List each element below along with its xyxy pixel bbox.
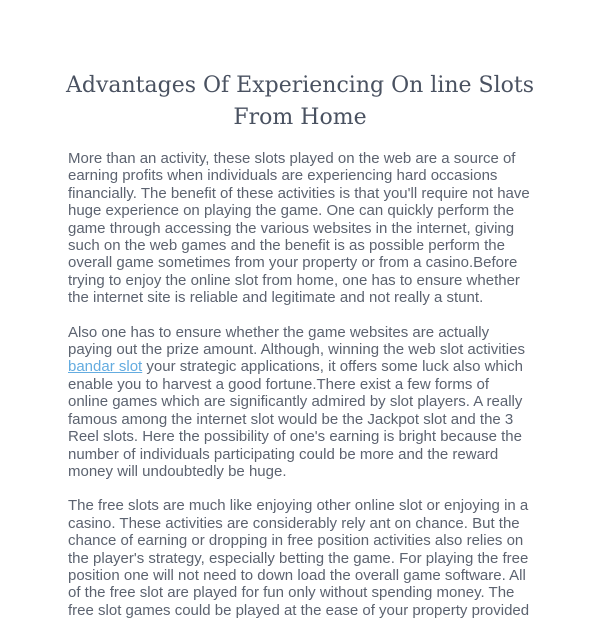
paragraph-game-websites [68,324,532,481]
paragraph-text-after-link: your strategic applications, it offers some luck also which enable you to harvest a good fortune.There exist a few forms of online games which are significantly admired by slot players. A really famous among the internet slot would be the Jackpot slot and the 3 Reel slots. Here the possibility of one's earning is bright because the number of individuals participating could be more and the reward money will undoubtedly be huge. [68,358,523,480]
paragraph-intro: More than an activity, these slots played on the web are a source of earning profits when individuals are experiencing hard occasions financially. The benefit of these activities is that you'll require not have huge experience on playing the game. One can quickly perform the game through accessing the various websites in the internet, giving such on the web games and the benefit is as possible perform the overall game sometimes from your property or from a casino.Before trying to enjoy the online slot from home, one has to ensure whether the internet site is reliable and legitimate and not really a stunt. [68,150,530,307]
paragraph-text-before-link: Also one has to ensure whether the game websites are actually paying out the prize amount. Although, winning the web slot activities [68,323,525,359]
article [65,0,535,619]
page-title: Advantages Of Experiencing On line Slots From Home [65,73,535,130]
paragraph-free-slots: The free slots are much like enjoying other online slot or enjoying in a casino. These activities are considerably rely ant on chance. But the chance of earning or dropping in free position activities also relies on the player's strategy, especially betting the game. For playing the free position one will not need to down load the overall game software. All of the free slot are played for fun only without spending money. The free slot games could be played at the ease of your property provided [68,497,530,619]
bandar-slot-link[interactable]: bandar slot [68,358,143,376]
